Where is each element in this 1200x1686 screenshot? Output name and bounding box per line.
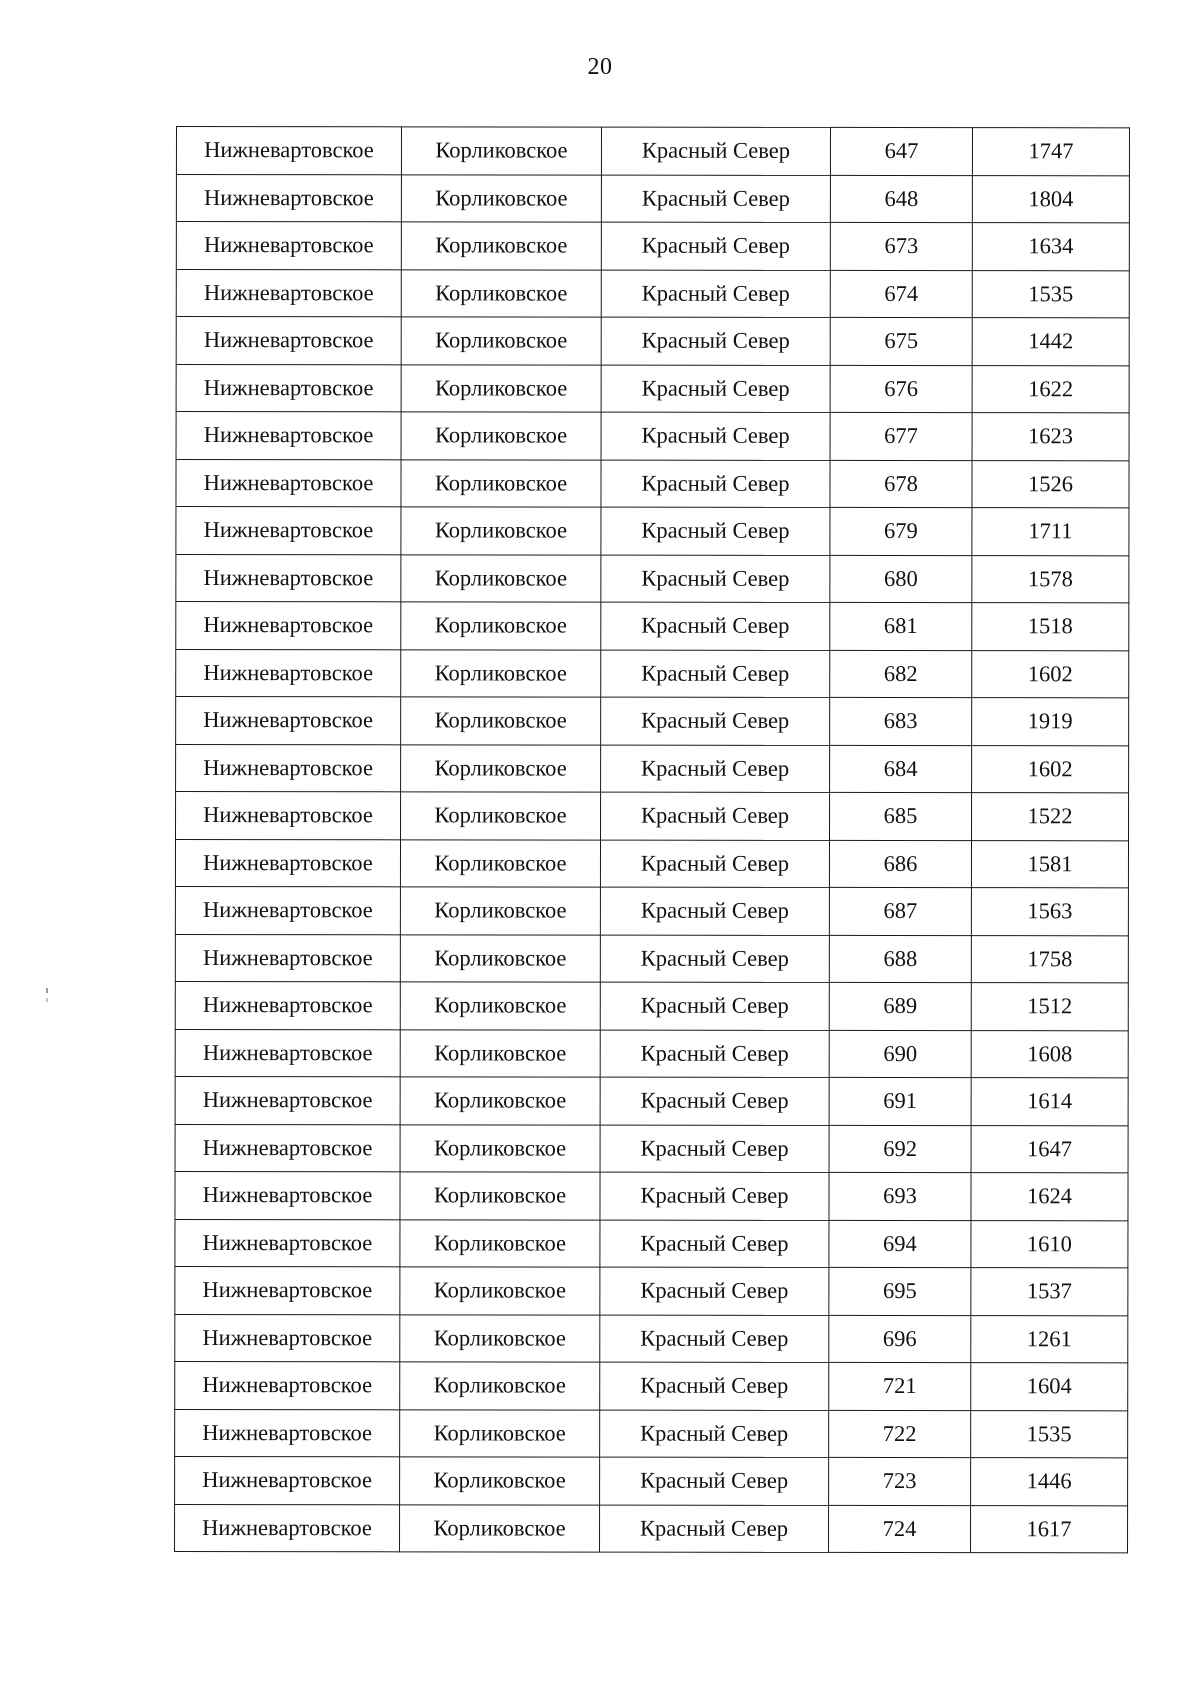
value-cell: 1526 [972,460,1129,508]
number-cell: 676 [830,365,972,413]
number-cell: 688 [829,935,971,983]
table-body [175,127,1130,1553]
table-row [176,602,1129,651]
district-cell: Нижневартовское [176,602,401,650]
district-cell: Нижневартовское [176,507,401,555]
table-row [176,697,1129,746]
number-cell: 722 [829,1410,971,1458]
value-cell: 1614 [971,1078,1128,1126]
number-cell: 648 [830,175,972,223]
district-cell: Нижневартовское [176,412,401,460]
area-cell: Красный Север [601,365,830,413]
table-row [175,934,1128,983]
number-cell: 677 [830,412,972,460]
district-cell: Нижневартовское [176,554,401,602]
field-cell: Корликовское [400,1504,600,1552]
area-cell: Красный Север [600,1077,829,1125]
area-cell: Красный Север [600,935,829,983]
number-cell: 682 [830,650,972,698]
district-cell: Нижневартовское [175,1171,400,1219]
value-cell: 1610 [971,1220,1128,1268]
area-cell: Красный Север [600,1505,829,1553]
area-cell: Красный Север [601,127,830,175]
number-cell: 679 [830,507,972,555]
district-cell: Нижневартовское [175,886,400,934]
number-cell: 687 [829,887,971,935]
table-row [176,507,1129,556]
table-row [176,649,1129,698]
district-cell: Нижневартовское [176,222,401,270]
area-cell: Красный Север [600,887,829,935]
area-cell: Красный Север [600,1125,829,1173]
number-cell: 695 [829,1267,971,1315]
area-cell: Красный Север [600,982,829,1030]
table-row [175,1504,1128,1553]
table-container [174,126,1129,1553]
field-cell: Корликовское [401,602,601,650]
value-cell: 1261 [971,1315,1128,1363]
field-cell: Корликовское [400,1077,600,1125]
field-cell: Корликовское [400,934,600,982]
value-cell: 1608 [971,1030,1128,1078]
number-cell: 673 [830,222,972,270]
area-cell: Красный Север [601,317,830,365]
field-cell: Корликовское [401,792,601,840]
district-cell: Нижневартовское [175,1219,400,1267]
area-cell: Красный Север [601,270,830,318]
table-row [176,269,1129,318]
number-cell: 693 [829,1172,971,1220]
area-cell: Красный Север [601,745,830,793]
area-cell: Красный Север [600,1457,829,1505]
table-row [175,1361,1128,1410]
value-cell: 1804 [972,175,1129,223]
scan-speck [46,988,48,993]
area-cell: Красный Север [601,602,830,650]
table-row [176,317,1129,366]
area-cell: Красный Север [601,507,830,555]
district-cell: Нижневартовское [175,1314,400,1362]
field-cell: Корликовское [400,887,600,935]
table-row [175,1076,1128,1125]
table-row [175,1409,1128,1458]
value-cell: 1919 [972,698,1129,746]
value-cell: 1747 [972,128,1129,176]
district-cell: Нижневартовское [175,1504,400,1552]
district-cell: Нижневартовское [176,459,401,507]
field-cell: Корликовское [401,649,601,697]
number-cell: 723 [829,1457,971,1505]
number-cell: 684 [830,745,972,793]
area-cell: Красный Север [600,1267,829,1315]
area-cell: Красный Север [600,1410,829,1458]
field-cell: Корликовское [400,1029,600,1077]
table-row [176,222,1129,271]
table-row [176,364,1129,413]
field-cell: Корликовское [401,174,601,222]
value-cell: 1624 [971,1173,1128,1221]
area-cell: Красный Север [601,175,830,223]
district-cell: Нижневартовское [176,364,401,412]
field-cell: Корликовское [401,744,601,792]
value-cell: 1623 [972,413,1129,461]
value-cell: 1602 [972,745,1129,793]
value-cell: 1442 [972,318,1129,366]
area-cell: Красный Север [601,792,830,840]
table-row [176,744,1129,793]
number-cell: 689 [829,982,971,1030]
number-cell: 647 [830,127,972,175]
field-cell: Корликовское [400,839,600,887]
area-cell: Красный Север [601,555,830,603]
table-row [175,1171,1128,1220]
area-cell: Красный Север [601,697,830,745]
value-cell: 1758 [971,935,1128,983]
area-cell: Красный Север [600,1362,829,1410]
number-cell: 686 [829,840,971,888]
value-cell: 1578 [972,555,1129,603]
field-cell: Корликовское [400,1314,600,1362]
field-cell: Корликовское [401,364,601,412]
field-cell: Корликовское [400,982,600,1030]
field-cell: Корликовское [401,127,601,175]
district-cell: Нижневартовское [175,1076,400,1124]
field-cell: Корликовское [400,1267,600,1315]
value-cell: 1711 [972,508,1129,556]
district-cell: Нижневартовское [175,839,400,887]
field-cell: Корликовское [401,317,601,365]
district-cell: Нижневартовское [175,1456,400,1504]
value-cell: 1446 [971,1458,1128,1506]
number-cell: 691 [829,1077,971,1125]
table-row [175,1029,1128,1078]
district-cell: Нижневартовское [176,649,401,697]
table-row [175,1124,1128,1173]
number-cell: 724 [829,1505,971,1553]
district-cell: Нижневартовское [175,1409,400,1457]
value-cell: 1522 [972,793,1129,841]
district-cell: Нижневартовское [176,697,401,745]
district-cell: Нижневартовское [175,981,400,1029]
field-cell: Корликовское [401,459,601,507]
field-cell: Корликовское [400,1409,600,1457]
area-cell: Красный Север [601,650,830,698]
number-cell: 678 [830,460,972,508]
number-cell: 680 [830,555,972,603]
number-cell: 690 [829,1030,971,1078]
field-cell: Корликовское [400,1219,600,1267]
table-row [175,1219,1128,1268]
field-cell: Корликовское [401,222,601,270]
value-cell: 1581 [971,840,1128,888]
value-cell: 1512 [971,983,1128,1031]
field-cell: Корликовское [401,412,601,460]
table-row [175,981,1128,1030]
table-row [176,554,1129,603]
scan-speck [46,998,48,1002]
number-cell: 694 [829,1220,971,1268]
value-cell: 1647 [971,1125,1128,1173]
area-cell: Красный Север [600,1030,829,1078]
table-row [176,792,1129,841]
district-cell: Нижневартовское [175,1124,400,1172]
table-row [176,459,1129,508]
district-cell: Нижневартовское [176,269,401,317]
data-table [174,126,1130,1553]
district-cell: Нижневартовское [175,1361,400,1409]
district-cell: Нижневартовское [176,127,401,175]
table-row [175,839,1128,888]
table-row [175,886,1128,935]
field-cell: Корликовское [401,507,601,555]
table-row [175,1266,1128,1315]
table-row [175,1314,1128,1363]
value-cell: 1537 [971,1268,1128,1316]
page-number: 20 [587,54,613,80]
table-row [176,127,1129,176]
value-cell: 1518 [972,603,1129,651]
number-cell: 681 [830,602,972,650]
field-cell: Корликовское [401,269,601,317]
area-cell: Красный Север [600,1220,829,1268]
field-cell: Корликовское [401,554,601,602]
district-cell: Нижневартовское [176,792,401,840]
district-cell: Нижневартовское [176,174,401,222]
area-cell: Красный Север [600,1315,829,1363]
field-cell: Корликовское [401,697,601,745]
number-cell: 683 [830,697,972,745]
area-cell: Красный Север [600,1172,829,1220]
field-cell: Корликовское [400,1172,600,1220]
number-cell: 721 [829,1362,971,1410]
value-cell: 1602 [972,650,1129,698]
number-cell: 696 [829,1315,971,1363]
value-cell: 1634 [972,223,1129,271]
area-cell: Красный Север [601,460,830,508]
number-cell: 685 [830,792,972,840]
field-cell: Корликовское [400,1457,600,1505]
district-cell: Нижневартовское [176,744,401,792]
value-cell: 1535 [971,1410,1128,1458]
district-cell: Нижневартовское [175,934,400,982]
table-row [175,1456,1128,1505]
value-cell: 1617 [971,1505,1128,1553]
area-cell: Красный Север [600,840,829,888]
district-cell: Нижневартовское [175,1029,400,1077]
area-cell: Красный Север [601,222,830,270]
district-cell: Нижневартовское [175,1266,400,1314]
value-cell: 1622 [972,365,1129,413]
district-cell: Нижневартовское [176,317,401,365]
value-cell: 1535 [972,270,1129,318]
number-cell: 692 [829,1125,971,1173]
value-cell: 1604 [971,1363,1128,1411]
field-cell: Корликовское [400,1124,600,1172]
area-cell: Красный Север [601,412,830,460]
table-row [176,174,1129,223]
field-cell: Корликовское [400,1362,600,1410]
table-row [176,412,1129,461]
number-cell: 674 [830,270,972,318]
number-cell: 675 [830,317,972,365]
value-cell: 1563 [971,888,1128,936]
